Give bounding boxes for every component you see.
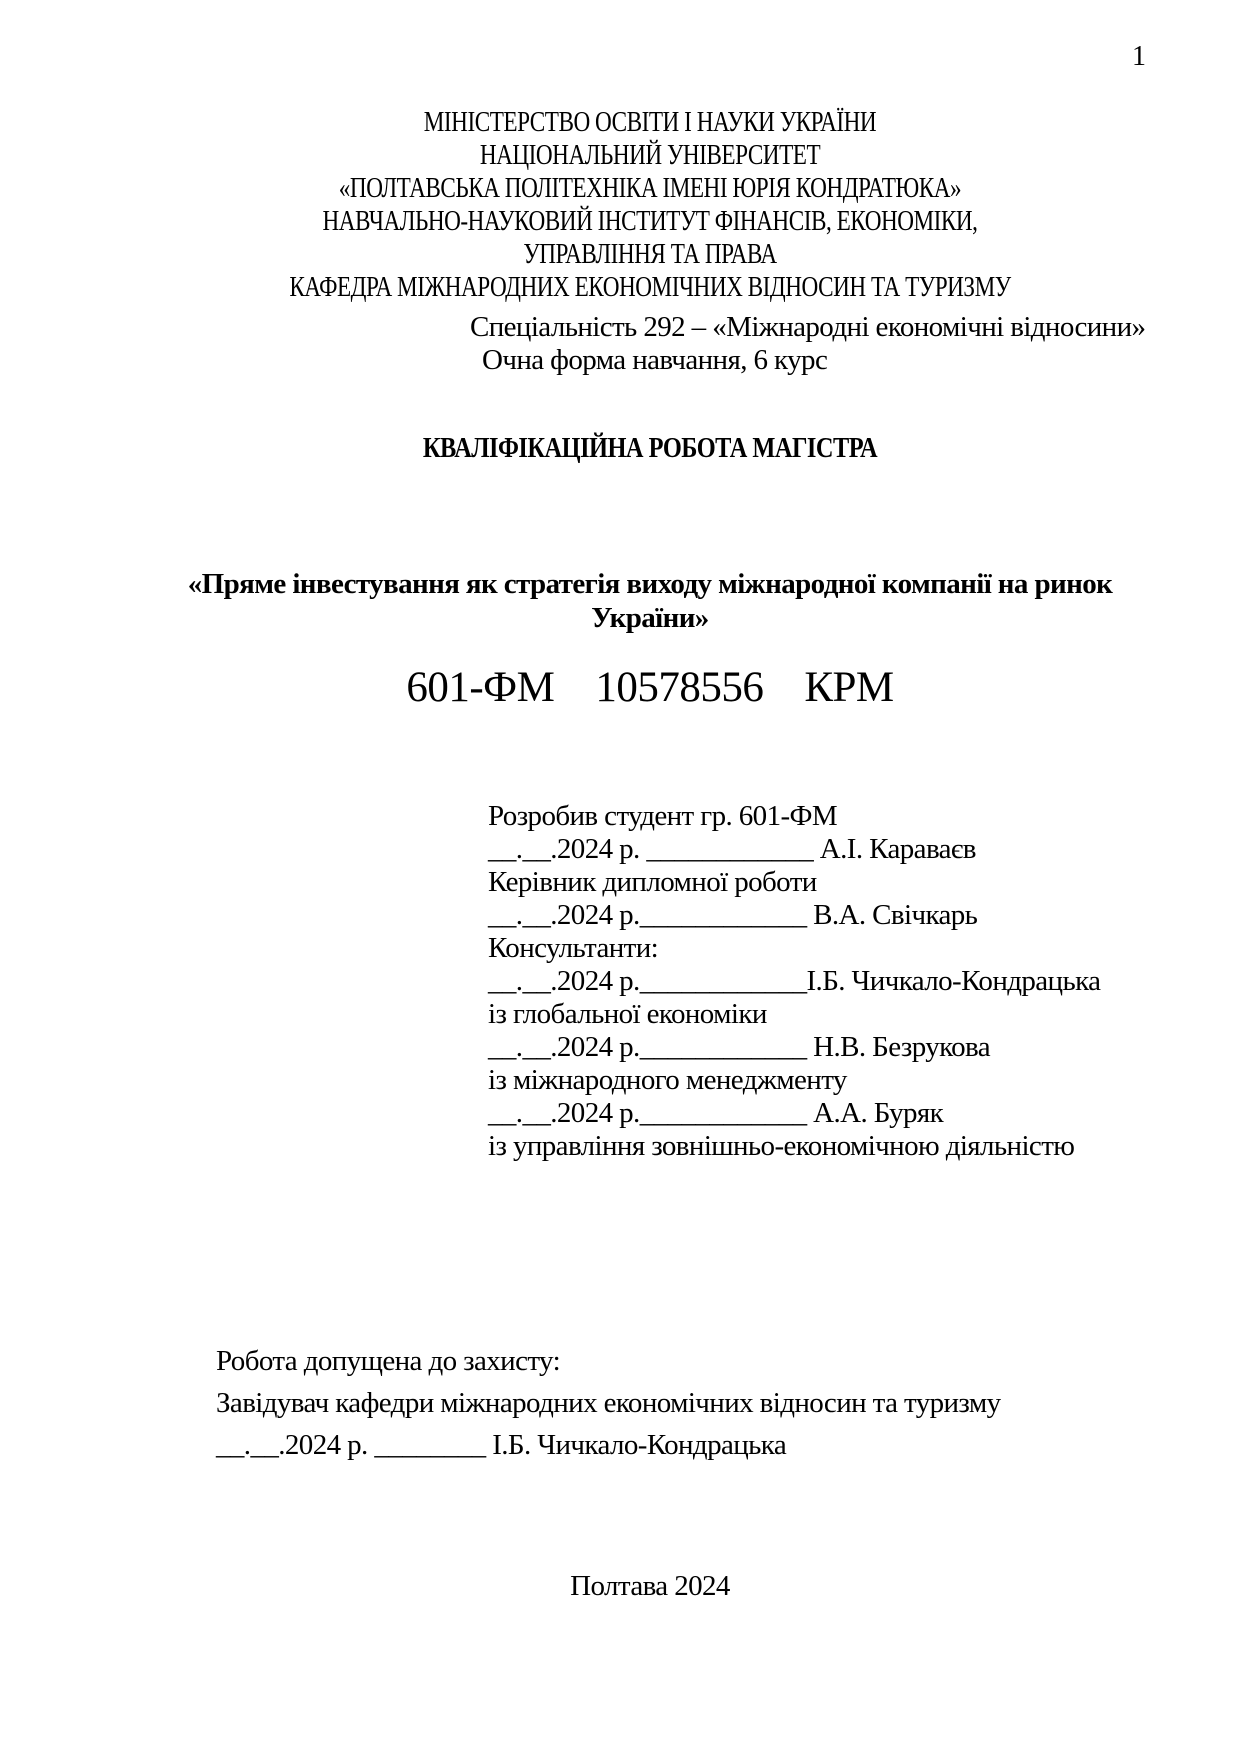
header-line-department: КАФЕДРА МІЖНАРОДНИХ ЕКОНОМІЧНИХ ВІДНОСИН ТА ТУРИЗМУ (289, 271, 1011, 303)
approval-block (216, 1340, 1001, 1466)
approval-line-head: Завідувач кафедри міжнародних економічних відносин та туризму (216, 1387, 1001, 1419)
signature-line-consultant2-subject: із міжнародного менеджменту (488, 1064, 847, 1096)
work-type-heading: КВАЛІФІКАЦІЙНА РОБОТА МАГІСТРА (422, 432, 878, 464)
signature-line-supervisor: Керівник дипломної роботи (488, 866, 817, 898)
header-line-institute-cont: УПРАВЛІННЯ ТА ПРАВА (523, 238, 777, 270)
signature-line-developer-date: __.__.2024 р. ____________ А.І. Караваєв (488, 833, 976, 865)
signature-line-consultant3-subject: із управління зовнішньо-економічною діяльністю (488, 1130, 1075, 1162)
signature-line-consultant1-date: __.__.2024 р.____________І.Б. Чичкало-Кондрацька (488, 965, 1101, 997)
header-line-university-name: «ПОЛТАВСЬКА ПОЛІТЕХНІКА ІМЕНІ ЮРІЯ КОНДРАТЮКА» (338, 172, 962, 204)
work-title-line-2: України» (591, 602, 709, 634)
university-header (248, 106, 1053, 304)
specialty-line: Спеціальність 292 – «Міжнародні економічні відносини» (470, 311, 1146, 343)
page-number: 1 (1132, 41, 1146, 72)
work-code: 601-ФМ 10578556 КРМ (406, 664, 894, 711)
signature-line-consultant1-subject: із глобальної економіки (488, 998, 767, 1030)
signature-line-developer: Розробив студент гр. 601-ФМ (488, 800, 838, 832)
signature-line-consultant3-date: __.__.2024 р.____________ А.А. Буряк (488, 1097, 944, 1129)
work-title-line-1: «Пряме інвестування як стратегія виходу міжнародної компанії на ринок (187, 568, 1113, 600)
signature-line-supervisor-date: __.__.2024 р.____________ В.А. Свічкарь (488, 899, 978, 931)
study-form-line: Очна форма навчання, 6 курс (482, 344, 828, 376)
header-line-institute: НАВЧАЛЬНО-НАУКОВИЙ ІНСТИТУТ ФІНАНСІВ, ЕКОНОМІКИ, (322, 205, 978, 237)
signature-block (488, 800, 1100, 1163)
approval-line-admitted: Робота допущена до захисту: (216, 1345, 561, 1377)
city-year: Полтава 2024 (570, 1570, 730, 1602)
header-line-university: НАЦІОНАЛЬНИЙ УНІВЕРСИТЕТ (479, 139, 821, 171)
signature-line-consultants: Консультанти: (488, 932, 659, 964)
work-title (147, 567, 1153, 635)
signature-line-consultant2-date: __.__.2024 р.____________ Н.В. Безрукова (488, 1031, 991, 1063)
header-line-ministry: МІНІСТЕРСТВО ОСВІТИ І НАУКИ УКРАЇНИ (423, 106, 877, 138)
approval-line-date: __.__.2024 р. ________ І.Б. Чичкало-Кондрацька (216, 1429, 787, 1461)
